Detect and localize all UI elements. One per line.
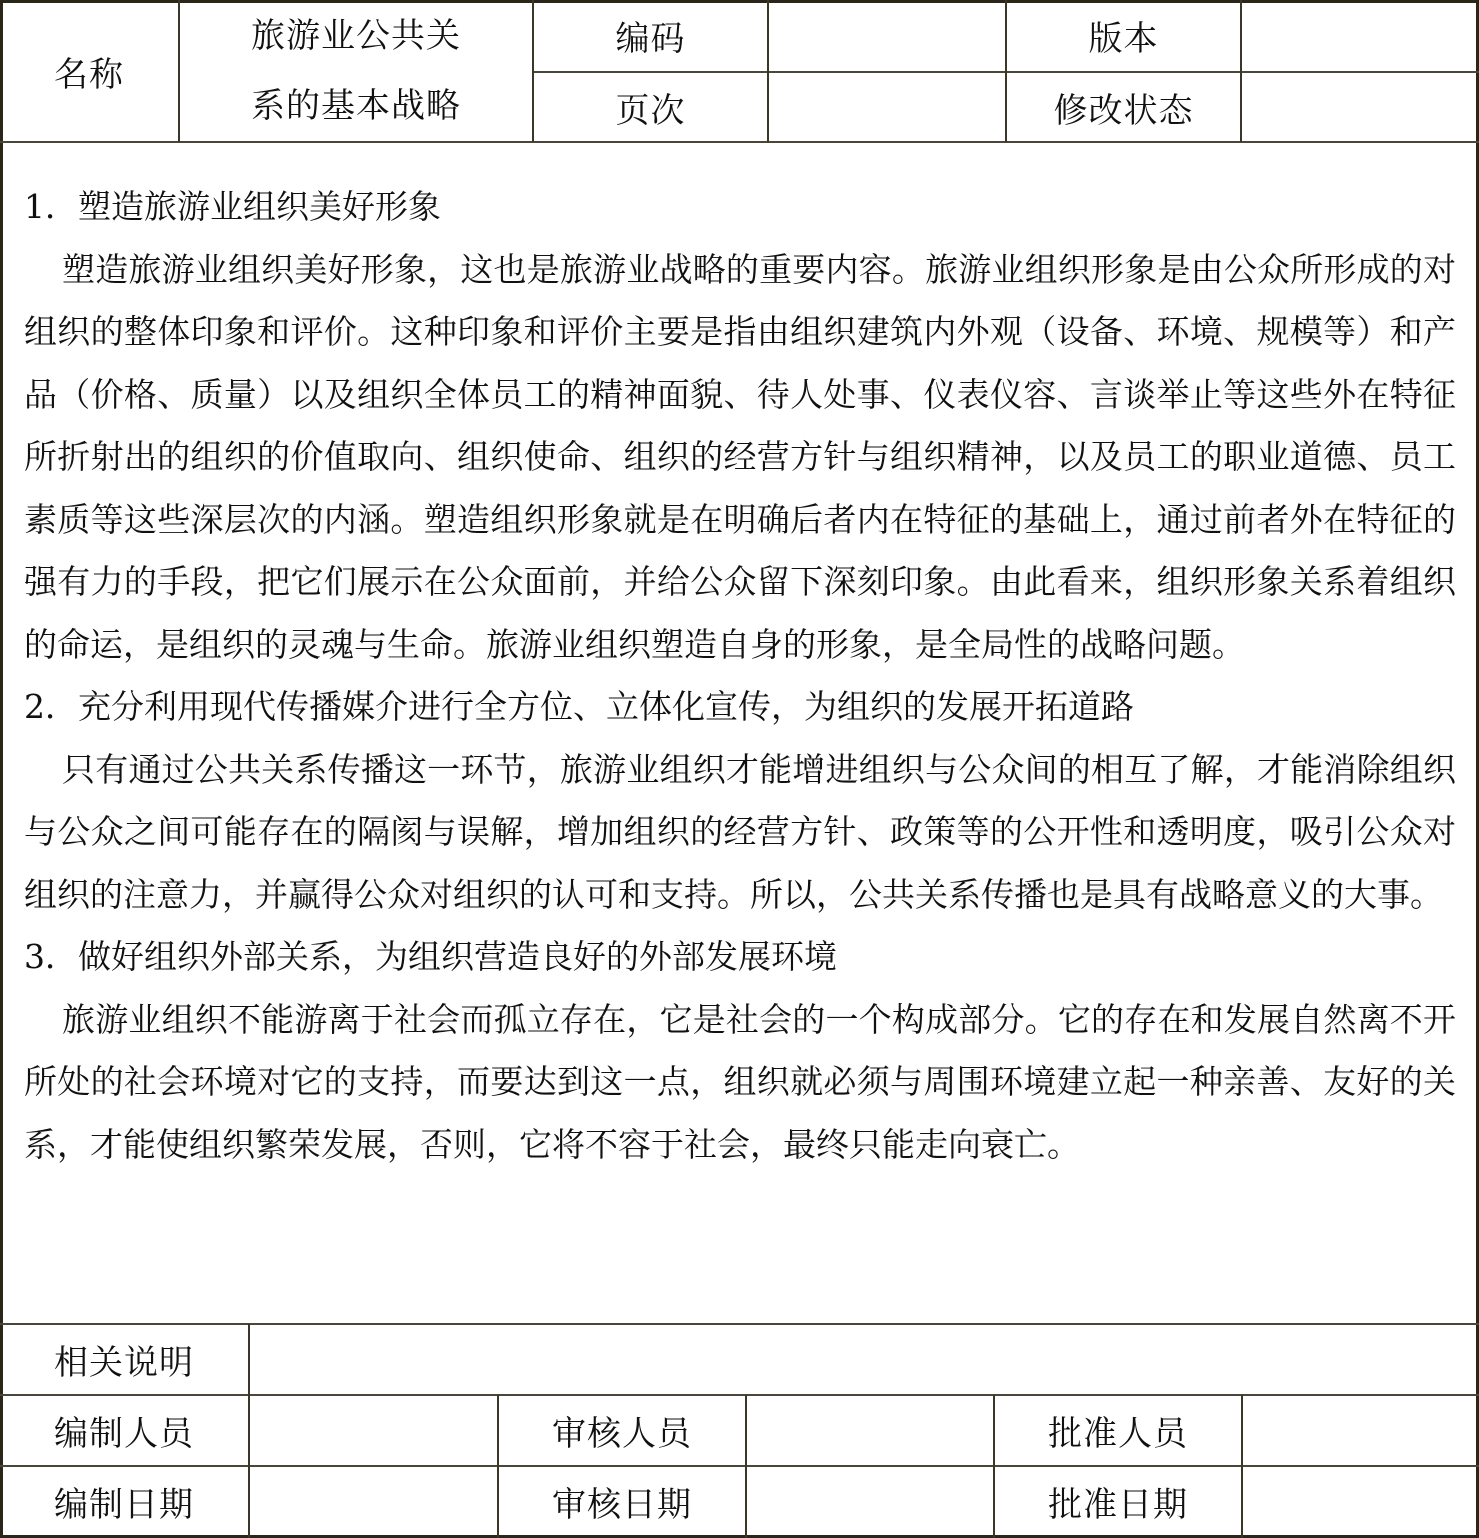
approver-label: [995, 1396, 1241, 1465]
document-body: [24, 176, 1456, 1176]
compiler-label: [0, 1396, 248, 1465]
compile-date-label: [0, 1467, 248, 1535]
revision-value-field[interactable]: [1242, 73, 1476, 141]
approve-date-value-field[interactable]: [1243, 1467, 1476, 1535]
name-label: [0, 0, 178, 142]
compile-date-value-field[interactable]: [250, 1467, 497, 1535]
approve-date-label: [995, 1467, 1241, 1535]
code-label: [534, 0, 767, 71]
reviewer-label-text: 审核人员: [552, 1414, 692, 1454]
approve-date-label-text: 批准日期: [1048, 1484, 1188, 1525]
page-value-field[interactable]: [769, 73, 1005, 141]
name-value: [180, 0, 532, 142]
section-paragraph-1: 塑造旅游业组织美好形象，这也是旅游业战略的重要内容。旅游业组织形象是由公众所形成的对组织的整体印象和评价。这种印象和评价主要是指由组织建筑内外观（设备、环境、规模等）和产品（价格、质量）以及组织全体员工的精神面貌、待人处事、仪表仪容、言谈举止等这些外在特征所折射出的组织的价值取向、组织使命、组织的经营方针与组织精神，以及员工的职业道德、员工素质等这些深层次的内涵。塑造组织形象就是在明确后者内在特征的基础上，通过前者外在特征的强有力的手段，把它们展示在公众面前，并给公众留下深刻印象。由此看来，组织形象关系着组织的命运，是组织的灵魂与生命。旅游业组织塑造自身的形象，是全局性的战略问题。: [24, 249, 1456, 664]
version-value-field[interactable]: [1242, 0, 1476, 71]
compiler-value-field[interactable]: [250, 1396, 497, 1465]
notes-value-field[interactable]: [250, 1325, 1476, 1394]
notes-label: [0, 1325, 248, 1394]
approver-value-field[interactable]: [1243, 1396, 1476, 1465]
revision-label: [1007, 73, 1240, 141]
code-value-field[interactable]: [769, 0, 1005, 71]
compiler-label-text: 编制人员: [54, 1414, 194, 1454]
review-date-value-field[interactable]: [747, 1467, 993, 1535]
name-value-line1: 旅游业公共关: [251, 16, 461, 56]
notes-label-text: 相关说明: [54, 1343, 194, 1383]
version-label: [1007, 0, 1240, 71]
review-date-label: [499, 1467, 745, 1535]
code-label-text: 编码: [615, 19, 686, 59]
version-label-text: 版本: [1088, 19, 1159, 59]
name-label-text: 名称: [54, 54, 124, 95]
section-heading-1: 1．塑造旅游业组织美好形象: [24, 187, 441, 226]
name-value-line2: 系的基本战略: [251, 86, 461, 126]
page-label: [534, 73, 767, 141]
revision-label-text: 修改状态: [1053, 90, 1194, 131]
section-paragraph-3: 旅游业组织不能游离于社会而孤立存在，它是社会的一个构成部分。它的存在和发展自然离不开所处的社会环境对它的支持，而要达到这一点，组织就必须与周围环境建立起一种亲善、友好的关系，才能使组织繁荣发展，否则，它将不容于社会，最终只能走向衰亡。: [24, 999, 1456, 1164]
review-date-label-text: 审核日期: [552, 1484, 692, 1525]
reviewer-value-field[interactable]: [747, 1396, 993, 1465]
compile-date-label-text: 编制日期: [54, 1484, 194, 1525]
section-heading-3: 3．做好组织外部关系，为组织营造良好的外部发展环境: [24, 937, 837, 976]
approver-label-text: 批准人员: [1048, 1414, 1188, 1454]
reviewer-label: [499, 1396, 745, 1465]
page-label-text: 页次: [615, 90, 686, 131]
section-heading-2: 2．充分利用现代传播媒介进行全方位、立体化宣传，为组织的发展开拓道路: [24, 687, 1134, 726]
section-paragraph-2: 只有通过公共关系传播这一环节，旅游业组织才能增进组织与公众间的相互了解，才能消除组织与公众之间可能存在的隔阂与误解，增加组织的经营方针、政策等的公开性和透明度，吸引公众对组织的注意力，并赢得公众对组织的认可和支持。所以，公共关系传播也是具有战略意义的大事。: [24, 749, 1456, 914]
